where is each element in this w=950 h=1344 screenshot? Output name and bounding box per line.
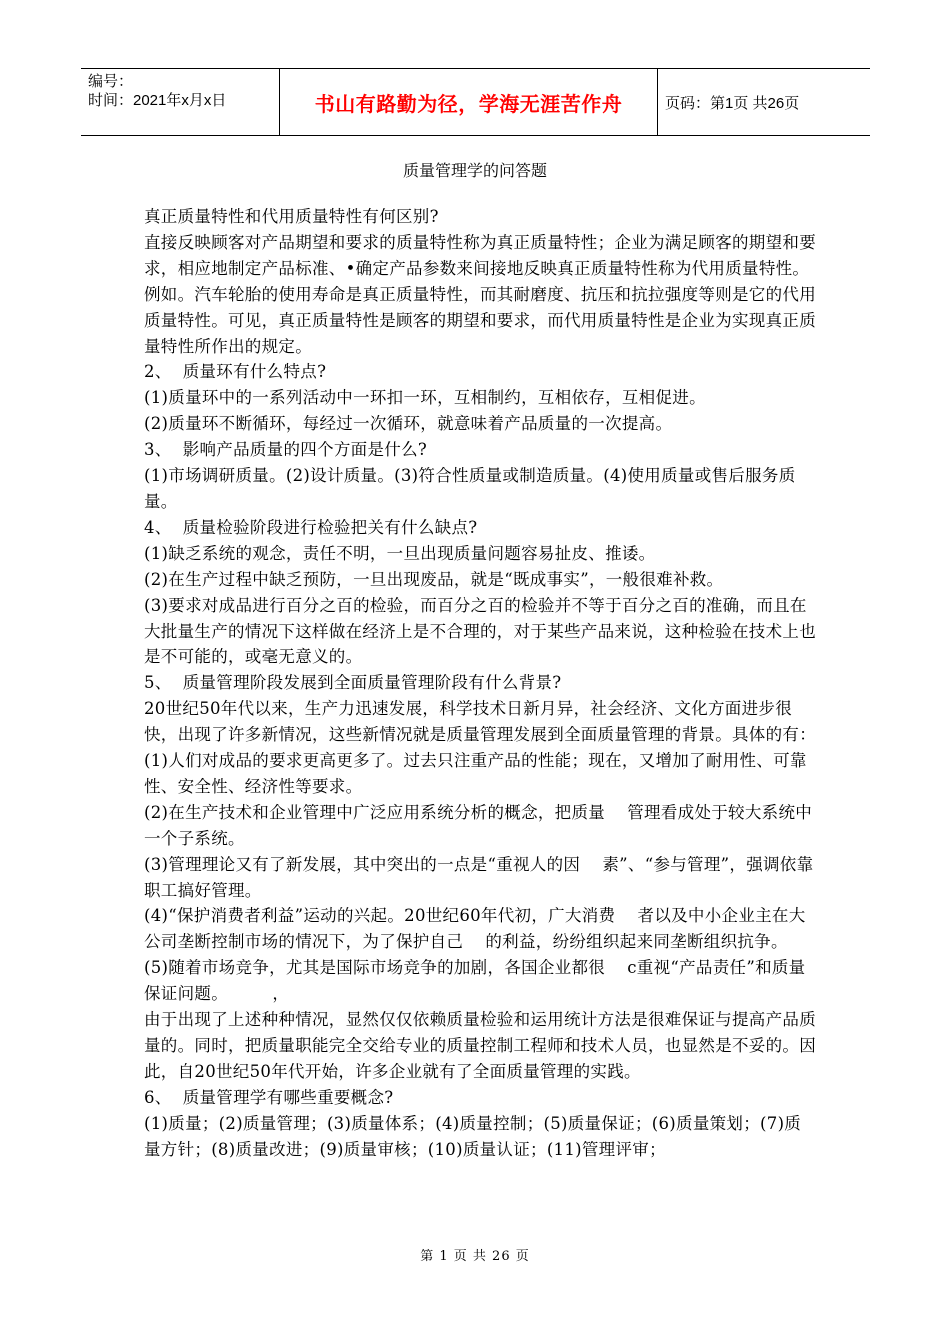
answer-item: (2)在生产过程中缺乏预防，一旦出现废品，就是“既成事实”，一般很难补救。 <box>144 569 724 589</box>
question-5: 5、 质量管理阶段发展到全面质量管理阶段有什么背景? <box>144 673 562 693</box>
page-footer: 第 1 页 共 26 页 <box>420 1249 530 1264</box>
question-4: 4、 质量检验阶段进行检验把关有什么缺点? <box>144 517 478 537</box>
question-2: 2、 质量环有什么特点? <box>144 362 327 382</box>
header-motto: 书山有路勤为径，学海无涯苦作舟 <box>280 69 658 135</box>
question-3: 3、 影响产品质量的四个方面是什么? <box>144 440 428 460</box>
document-header <box>81 68 870 136</box>
document-body <box>144 204 816 1163</box>
header-meta <box>81 69 280 135</box>
answer-item: (1)市场调研质量。(2)设计质量。(3)符合性质量或制造质量。(4)使用质量或售后服务质量。 <box>144 466 796 511</box>
answer-paragraph: 20世纪50年代以来，生产力迅速发展，科学技术日新月异，社会经济、文化方面进步很快，出现了许多新情况，这些新情况就是质量管理发展到全面质量管理的背景。具体的有： <box>144 699 816 745</box>
time-label: 时间：2021年x月x日 <box>88 92 227 109</box>
answer-item: (3)要求对成品进行百分之百的检验，而百分之百的检验并不等于百分之百的准确，而且在大批量生产的情况下这样做在经济上是不合理的，对于某些产品来说，这种检验在技术上也是不可能的，或毫无意义的。 <box>144 595 816 667</box>
header-page-info: 页码：第1页 共26页 <box>665 94 800 112</box>
answer-item: (1)质量；(2)质量管理；(3)质量体系；(4)质量控制；(5)质量保证；(6)质量策划；(7)质量方针；(8)质量改进；(9)质量审核；(10)质量认证；(11)管理评审； <box>144 1113 802 1159</box>
answer-item: (1)缺乏系统的观念，责任不明，一旦出现质量问题容易扯皮、推诿。 <box>144 543 656 563</box>
answer-item: (5)随着市场竞争，尤其是国际市场竞争的加剧，各国企业都很 c重视“产品责任”和质量保证问题。 ， <box>144 958 806 1004</box>
answer-item: (1)质量环中的一系列活动中一环扣一环，互相制约，互相依存，互相促进。 <box>144 388 706 408</box>
answer-item: (2)质量环不断循环，每经过一次循环，就意味着产品质量的一次提高。 <box>144 414 673 434</box>
question-1: 真正质量特性和代用质量特性有何区别? <box>144 207 439 226</box>
answer-item: (4)“保护消费者利益”运动的兴起。20世纪60年代初，广大消费 者以及中小企业主在大公司垄断控制市场的情况下，为了保护自己 的利益，纷纷组织起来同垄断组织抗争。 <box>144 906 806 952</box>
answer-paragraph: 直接反映顾客对产品期望和要求的质量特性称为真正质量特性；企业为满足顾客的期望和要求，相应地制定产品标准、•确定产品参数来间接地反映真正质量特性称为代用质量特性。例如。汽车轮胎的使用寿命是真正质量特性，而其耐磨度、抗压和抗拉强度等则是它的代用质量特性。可见，真正质量特性是顾客的期望和要求，而代用质量特性是企业为实现真正质量特性所作出的规定。 <box>144 232 816 356</box>
number-label: 编号： <box>88 73 134 90</box>
answer-item: (2)在生产技术和企业管理中广泛应用系统分析的概念，把质量 管理看成处于较大系统中一个子系统。 <box>144 802 813 848</box>
question-6: 6、 质量管理学有哪些重要概念? <box>144 1087 394 1107</box>
answer-paragraph: 由于出现了上述种种情况，显然仅仅依赖质量检验和运用统计方法是很难保证与提高产品质量的。同时，把质量职能完全交给专业的质量控制工程师和技术人员，也显然是不妥的。因此，自20世纪50年代开始，许多企业就有了全面质量管理的实践。 <box>144 1010 816 1081</box>
document-title: 质量管理学的问答题 <box>402 161 547 180</box>
answer-item: (3)管理理论又有了新发展，其中突出的一点是“重视人的因 素”、“参与管理”，强调依靠职工搞好管理。 <box>144 854 814 900</box>
answer-item: (1)人们对成品的要求更高更多了。过去只注重产品的性能；现在，又增加了耐用性、可靠性、安全性、经济性等要求。 <box>144 751 807 796</box>
